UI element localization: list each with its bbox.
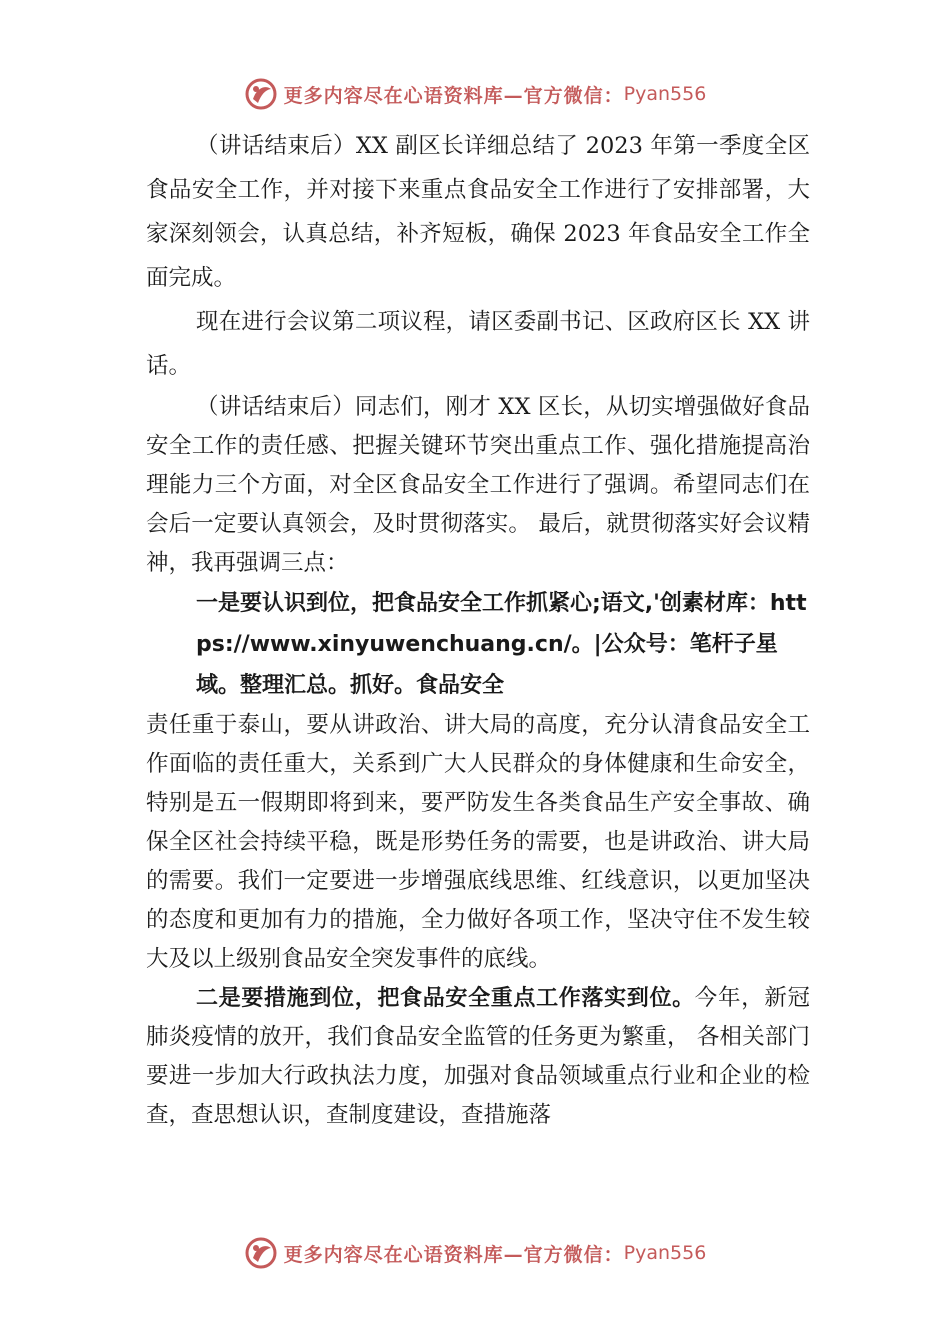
wechat-id: Pyan556 [623,83,707,105]
paragraph-6 [146,979,810,1135]
document-body [146,124,810,1135]
banner-text: 更多内容尽在心语资料库—官方微信： [283,84,624,107]
wechat-id: Pyan556 [623,1242,707,1264]
brand-logo-icon [244,1236,278,1270]
brand-logo-icon [244,77,278,111]
point-one-heading: 一是要认识到位，把食品安全工作抓紧心;语文,'创素材库：https://www.xinyuwenchuang.cn/。|公众号：笔杆子星域。整理汇总。抓好。食品安全 [196,591,807,698]
paragraph-2: 现在进行会议第二项议程，请区委副书记、区政府区长 XX 讲话。 [146,309,810,379]
paragraph-1: （讲话结束后）XX 副区长详细总结了 2023 年第一季度全区食品安全工作，并对接下来重点食品安全工作进行了安排部署，大家深刻领会，认真总结，补齐短板，确保 2023 年食品安全工作全面完成。 [146,133,810,291]
header-watermark-banner [0,74,950,114]
paragraph-5: 责任重于泰山，要从讲政治、讲大局的高度，充分认清食品安全工作面临的责任重大，关系到广大人民群众的身体健康和生命安全，特别是五一假期即将到来，要严防发生各类食品生产安全事故、确保全区社会持续平稳，既是形势任务的需要，也是讲政治、讲大局的需要。我们一定要进一步增强底线思维、红线意识，以更加坚决的态度和更加有力的措施，全力做好各项工作，坚决守住不发生较大及以上级别食品安全突发事件的底线。 [146,712,810,972]
point-two-heading: 二是要措施到位，把食品安全重点工作落实到位。 [196,986,695,1011]
banner-text: 更多内容尽在心语资料库—官方微信： [283,1243,624,1266]
paragraph-3: （讲话结束后）同志们，刚才 XX 区长，从切实增强做好食品安全工作的责任感、把握关键环节突出重点工作、强化措施提高治理能力三个方面，对全区食品安全工作进行了强调。希望同志们在会后一定要认真领会，及时贯彻落实。 最后，就贯彻落实好会议精神，我再强调三点： [146,394,810,576]
paragraph-6-text: 今年，新冠肺炎疫情的放开，我们食品安全监管的任务更为繁重， 各相关部门要进一步加大行政执法力度，加强对食品领域重点行业和企业的检查，查思想认识，查制度建设，查措施落 [146,985,810,1128]
footer-watermark-banner [0,1233,950,1273]
